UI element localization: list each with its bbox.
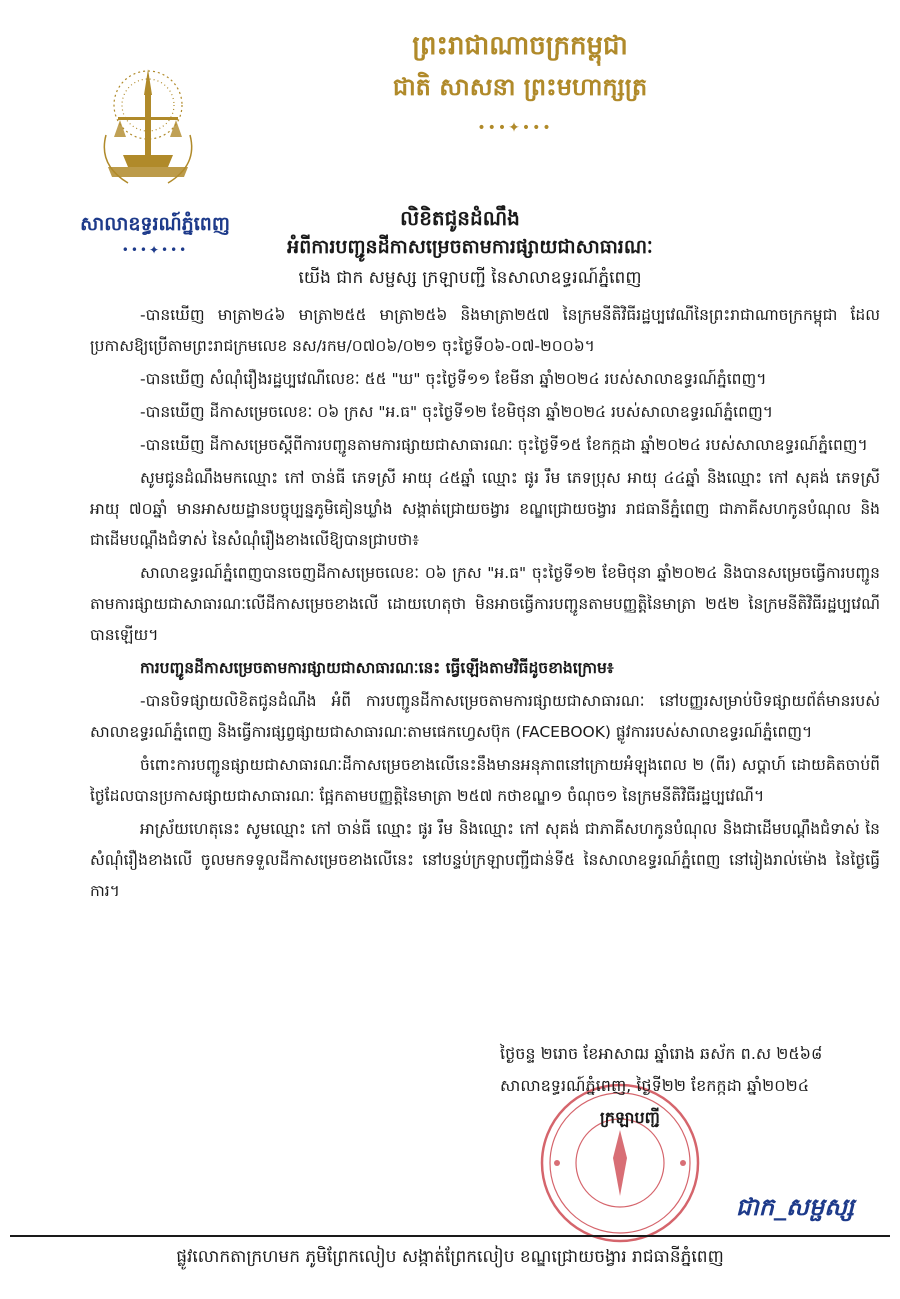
paragraph: ការបញ្ជូនដីកាសម្រេចតាមការផ្សាយជាសាធារណៈនេះ ធ្វើឡើងតាមវិធីដូចខាងក្រោម៖ (140, 659, 614, 677)
date-signature-block (500, 1038, 880, 1134)
paragraph: -បានឃើញ ដីកាសម្រេចលេខៈ ០៦ ក្រស "អ.ធ" ចុះថ្ងៃទី១២ ខែមិថុនា ឆ្នាំ២០២៤ របស់សាលាឧទ្ធរណ៍ភ្នំពេញ។ (140, 403, 773, 421)
paragraph: ចំពោះការបញ្ជូនផ្សាយជាសាធារណៈដីកាសម្រេចខាងលើនេះនឹងមានអនុភាពនៅក្រោយអំឡុងពេល ២ (ពីរ) សប្ដាហ៍ ដោយគិតចាប់ពីថ្ងៃដែលបានប្រកាសផ្សាយជាសាធារណៈ ផ្អែកតាមបញ្ញត្តិនៃមាត្រា ២៥៧ កថាខណ្ឌ១ ចំណុច១ នៃក្រមនីតិវិធីរដ្ឋប្បវេណី។ (90, 756, 880, 805)
kingdom-heading: ព្រះរាជាណាចក្រកម្ពុជា (412, 31, 628, 61)
footer-address: ផ្លូវលោកតាក្រហមក ភូមិព្រែកលៀប សង្កាត់ព្រែកលៀប ខណ្ឌជ្រោយចង្វារ រាជធានីភ្នំពេញ (176, 1247, 724, 1267)
document-intro: យើង ជាក សម្ផស្ស ក្រឡាបញ្ជី នៃសាលាឧទ្ធរណ៍ភ្នំពេញ (298, 268, 642, 288)
paragraph: អាស្រ័យហេតុនេះ សូមឈ្មោះ កៅ ចាន់ធី ឈ្មោះ ផូរ រឹម និងឈ្មោះ កៅ សុគង់ ជាភាគីសហកូនបំណុល និងជាដើមបណ្ដឹងជំទាស់ នៃសំណុំរឿងខាងលើ ចូលមកទទួលដីកាសម្រេចខាងលើនេះ នៅបន្ទប់ក្រឡាបញ្ជីជាន់ទី៥ នៃសាលាឧទ្ធរណ៍ភ្នំពេញ នៅរៀងរាល់ម៉ោង នៃថ្ងៃធ្វើការ។ (90, 820, 880, 900)
court-name: សាលាឧទ្ធរណ៍ភ្នំពេញ (80, 213, 230, 235)
document-subtitle: អំពីការបញ្ជូនដីកាសម្រេចតាមការផ្សាយជាសាធារណៈ (287, 236, 653, 258)
place-date: សាលាឧទ្ធរណ៍ភ្នំពេញ, ថ្ងៃទី២២ ខែកក្កដា ឆ្នាំ២០២៤ (500, 1076, 810, 1095)
national-motto: ជាតិ សាសនា ព្រះមហាក្សត្រ (392, 73, 648, 101)
footer-divider (10, 1235, 890, 1237)
national-emblem-icon (88, 55, 208, 195)
paragraph: -បានឃើញ មាត្រា២៤៦ មាត្រា២៥៥ មាត្រា២៥៦ និងមាត្រា២៥៧ នៃក្រមនីតិវិធីរដ្ឋប្បវេណីនៃព្រះរាជាណាចក្រកម្ពុជា ដែលប្រកាសឱ្យប្រើតាមព្រះរាជក្រមលេខ នស/រកម/០៧០៦/០២១ ចុះថ្ងៃទី០៦-០៧-២០០៦។ (90, 306, 880, 355)
paragraph: -បានឃើញ ដីកាសម្រេចស្ដីពីការបញ្ជូនតាមការផ្សាយជាសាធារណៈ ចុះថ្ងៃទី១៥ ខែកក្កដា ឆ្នាំ២០២៤ របស់សាលាឧទ្ធរណ៍ភ្នំពេញ។ (140, 436, 868, 454)
signature-name: ជាក_សម្ផស្ស (735, 1193, 855, 1221)
lunar-date: ថ្ងៃចន្ទ ២រោច ខែអាសាឍ ឆ្នាំរោង ឆស័ក ព.ស ២៥៦៨ (500, 1044, 823, 1063)
document-body (90, 300, 880, 909)
court-ornament: •••✦••• (121, 243, 189, 257)
header-ornament: •••✦••• (477, 120, 553, 136)
paragraph: សាលាឧទ្ធរណ៍ភ្នំពេញបានចេញដីកាសម្រេចលេខៈ ០៦ ក្រស "អ.ធ" ចុះថ្ងៃទី១២ ខែមិថុនា ឆ្នាំ២០២៤ និងបានសម្រេចធ្វើការបញ្ជូនតាមការផ្សាយជាសាធារណៈលើដីកាសម្រេចខាងលើ ដោយហេតុថា មិនអាចធ្វើការបញ្ជូនតាមបញ្ញត្តិនៃមាត្រា ២៥២ នៃក្រមនីតិវិធីរដ្ឋប្បវេណី បានឡើយ។ (90, 564, 880, 644)
paragraph: សូមជូនដំណឹងមកឈ្មោះ កៅ ចាន់ធី ភេទស្រី អាយុ ៤៥ឆ្នាំ ឈ្មោះ ផូរ រឹម ភេទប្រុស អាយុ ៤៤ឆ្នាំ និងឈ្មោះ កៅ សុគង់ ភេទស្រី អាយុ ៧០ឆ្នាំ មានអាសយដ្ឋានបច្ចុប្បន្នភូមិគៀនឃ្លាំង សង្កាត់ជ្រោយចង្វារ ខណ្ឌជ្រោយចង្វារ រាជធានីភ្នំពេញ ជាភាគីសហកូនបំណុល និងជាដើមបណ្ដឹងជំទាស់ នៃសំណុំរឿងខាងលើឱ្យបានជ្រាបថា៖ (90, 469, 880, 549)
paragraph: -បានឃើញ សំណុំរឿងរដ្ឋប្បវេណីលេខៈ ៥៥ "ឃ" ចុះថ្ងៃទី១១ ខែមីនា ឆ្នាំ២០២៤ របស់សាលាឧទ្ធរណ៍ភ្នំពេញ។ (140, 370, 767, 388)
paragraph: -បានបិទផ្សាយលិខិតជូនដំណឹង អំពី ការបញ្ជូនដីកាសម្រេចតាមការផ្សាយជាសាធារណៈ នៅបញ្ញរសម្រាប់បិទផ្សាយព័ត៌មានរបស់សាលាឧទ្ធរណ៍ភ្នំពេញ និងធ្វើការផ្សព្វផ្សាយជាសាធារណៈតាមផេកហ្វេសប៊ុក (FACEBOOK) ផ្លូវការរបស់សាលាឧទ្ធរណ៍ភ្នំពេញ។ (90, 692, 880, 741)
document-title: លិខិតជូនដំណឹង (400, 206, 520, 230)
signatory-role: ក្រឡាបញ្ជី (600, 1108, 660, 1127)
